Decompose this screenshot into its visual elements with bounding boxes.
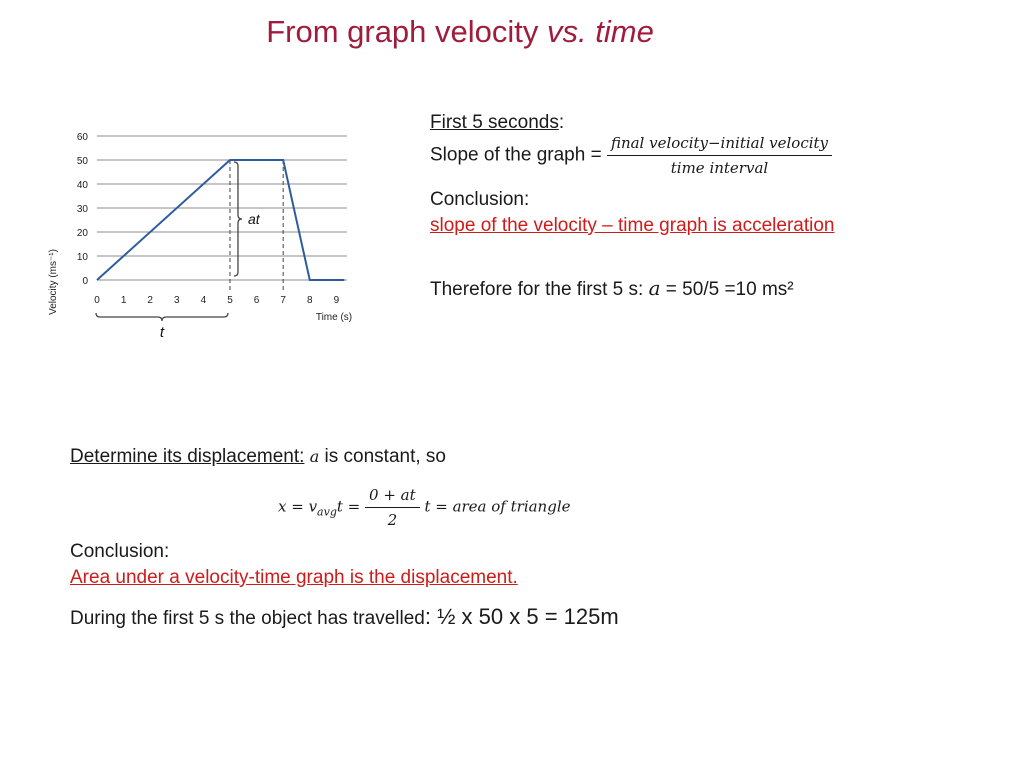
y-tick-label: 20: [76, 228, 88, 239]
x-tick-label: 9: [333, 295, 340, 306]
t-label: t: [159, 324, 165, 341]
slope-denominator: time interval: [670, 159, 769, 177]
therefore-line: [430, 276, 794, 301]
x-tick-label: 7: [280, 295, 286, 306]
first-5-colon: :: [558, 112, 565, 133]
eq-numerator: 0 + at: [365, 486, 420, 508]
travel-line: [70, 604, 619, 630]
x-tick-label: 8: [306, 295, 313, 306]
y-tick-label: 50: [76, 156, 88, 167]
slope-fraction: [607, 134, 832, 177]
title-main: From graph velocity: [266, 14, 548, 49]
displacement-var: a: [309, 447, 320, 466]
eq-fraction: [365, 486, 420, 529]
right-conclusion-text: slope of the velocity – time graph is acceleration: [430, 215, 835, 236]
y-tick-label: 60: [76, 132, 88, 143]
eq-rhs: t = area of triangle: [424, 497, 571, 516]
x-tick-label: 1: [120, 295, 127, 306]
y-tick-label: 10: [76, 252, 88, 263]
at-label: at: [247, 211, 260, 227]
y-tick-label: 0: [82, 276, 88, 287]
slope-line: [430, 134, 832, 177]
slope-numerator: final velocity−initial velocity: [607, 134, 832, 156]
eq-denominator: 2: [387, 511, 398, 529]
chart-grid: [97, 136, 347, 292]
page-title: [0, 14, 920, 50]
first-5-heading: First 5 seconds: [430, 112, 559, 133]
x-tick-label: 2: [147, 295, 153, 306]
x-tick-label: 3: [174, 295, 180, 306]
velocity-time-chart: [40, 120, 380, 350]
first-5-seconds-line: [430, 112, 564, 134]
t-brace: [96, 313, 228, 321]
therefore-suffix: = 50/5 =10 ms²: [660, 279, 794, 300]
eq-lhs: x = v: [278, 497, 318, 516]
y-tick-label: 30: [76, 204, 88, 215]
title-italic: vs. time: [547, 14, 654, 49]
x-tick-label: 0: [94, 295, 100, 306]
displacement-heading: Determine its displacement:: [70, 446, 305, 467]
y-axis-label: Velocity (ms⁻¹): [48, 249, 59, 315]
displacement-equation: [278, 486, 571, 529]
therefore-var: a: [648, 276, 661, 300]
travel-suffix: : ½ x 50 x 5 = 125m: [424, 604, 619, 629]
y-tick-label: 40: [76, 180, 88, 191]
chart-marks: [96, 160, 344, 341]
slope-label: Slope of the graph =: [430, 144, 607, 166]
bottom-conclusion-label: Conclusion:: [70, 541, 170, 562]
x-tick-label: 5: [227, 295, 233, 306]
bottom-conclusion-text: Area under a velocity-time graph is the displacement.: [70, 567, 518, 588]
velocity-series-line: [97, 160, 344, 280]
x-axis-label: Time (s): [315, 312, 353, 323]
displacement-suffix: is constant, so: [319, 446, 446, 467]
x-tick-label: 4: [200, 295, 207, 306]
eq-mid: t =: [336, 497, 361, 516]
at-brace: [234, 162, 242, 276]
right-conclusion-label: Conclusion:: [430, 189, 530, 210]
eq-sub: avg: [317, 505, 337, 519]
x-tick-label: 6: [253, 295, 260, 306]
displacement-line: [70, 446, 446, 468]
therefore-prefix: Therefore for the first 5 s:: [430, 279, 649, 300]
travel-prefix: During the first 5 s the object has travelled: [70, 608, 425, 629]
